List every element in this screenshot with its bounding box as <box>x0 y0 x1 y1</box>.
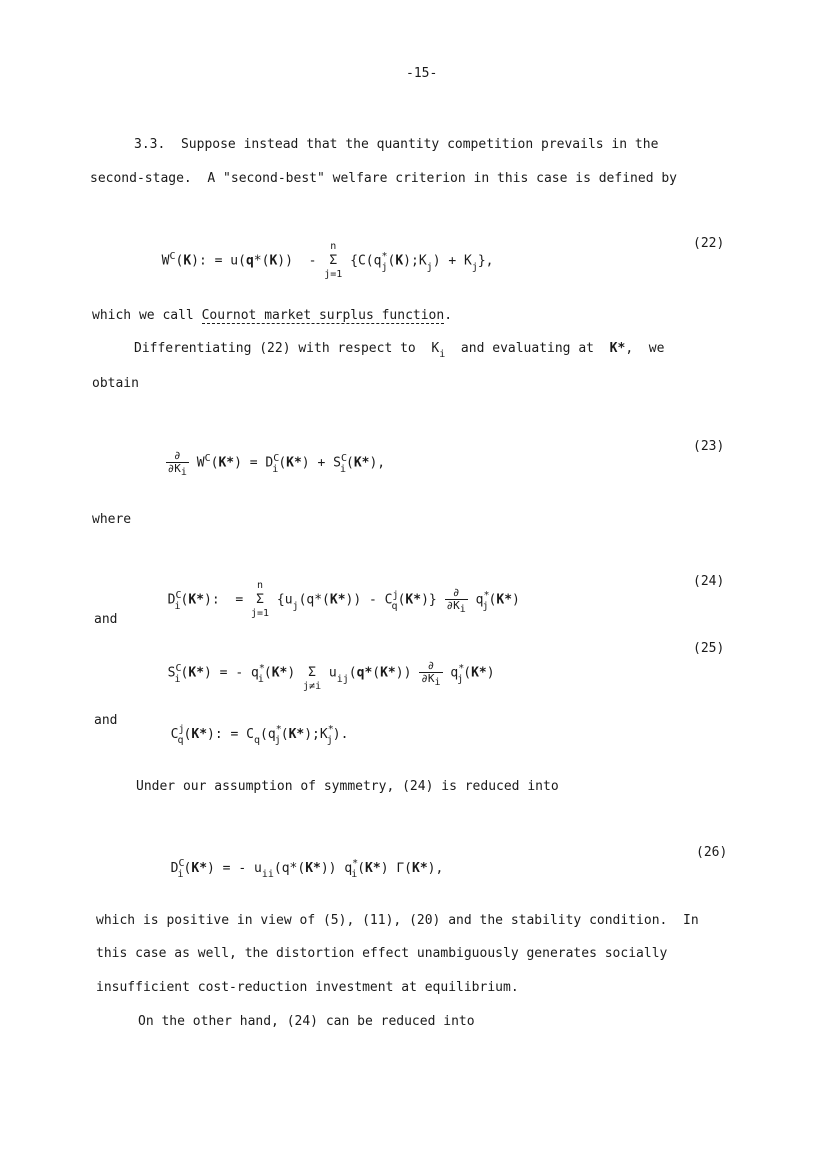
equation-number-24: (24) <box>693 574 725 589</box>
partial-derivative: $\frac{\partial}{\partial Ki}$ <box>446 586 466 615</box>
paragraph-line: which is positive in view of (5), (11), (20) and the stability condition. In <box>96 913 699 928</box>
paragraph-line: Under our assumption of symmetry, (24) is reduced into <box>136 779 559 794</box>
where-label: where <box>92 512 132 527</box>
equation-24: $D^C_i(K*)$: = n Σ j=1 $\{u_j(q*(K*)) - C^j_q(K*)\}$ $\frac{\partial}{\partial Ki}$ $q^*_j(K*)$ <box>167 580 520 619</box>
equation-number-26: (26) <box>696 845 728 860</box>
paragraph-line: this case as well, the distortion effect unambiguously generates socially <box>96 946 668 961</box>
paragraph-line: Differentiating (22) with respect to $K_i$ and evaluating at K*, we <box>134 341 665 360</box>
and-label: and <box>94 612 118 627</box>
and-label: and <box>94 713 118 728</box>
summation: n Σ j=1 <box>324 241 343 280</box>
equation-number-23: (23) <box>693 439 725 454</box>
paragraph-line <box>134 137 658 153</box>
text: Suppose instead that the quantity competition prevails in the <box>180 137 659 152</box>
partial-derivative: $\frac{\partial}{\partial Ki}$ <box>421 659 441 688</box>
paragraph-line: On the other hand, (24) can be reduced into <box>138 1014 475 1029</box>
equation-cq: $C^j_q(K*)$: = $C_q(q^*_j(K*);K^*_j)$. <box>170 724 349 746</box>
paragraph-line: insufficient cost-reduction investment at equilibrium. <box>96 980 519 995</box>
page-number: -15- <box>406 66 438 81</box>
partial-derivative: $\frac{\partial}{\partial Ki}$ <box>167 449 187 478</box>
equation-25: $S^C_i(K*)$ = - $q^*_i(K*)$ Σ j≠i $u_{ij}(q*(K*))$ $\frac{\partial}{\partial Ki}$ $q^*_j(K*)$ <box>152 636 495 694</box>
equation-number-25: (25) <box>693 641 725 656</box>
paragraph-line: which we call Cournot market surplus function. <box>92 308 453 323</box>
paragraph-line: second-stage. A "second-best" welfare criterion in this case is defined by <box>90 171 677 186</box>
summation: n Σ j=1 <box>251 580 270 619</box>
term-cournot-market-surplus: Cournot market surplus function <box>201 308 445 323</box>
equation-26: $D^C_i(K*)$ = - $u_{ii}(q*(K*))$ $q^*_i(K*)$ Γ(K*), <box>170 858 444 880</box>
equation-23: $\frac{\partial}{\partial Ki}$ $W^C(K*) = D^C_i(K*) + S^C_i(K*)$, <box>167 449 386 478</box>
paragraph-line: obtain <box>92 376 139 391</box>
summation: Σ j≠i <box>303 665 322 692</box>
section-number: 3.3. <box>134 137 166 152</box>
equation-number-22: (22) <box>693 236 725 251</box>
equation-22: $W^C(K)$: = u(q*(K)) - n Σ j=1 $\{C(q_j^*(K);K_j) + K_j\}$, <box>161 241 494 280</box>
